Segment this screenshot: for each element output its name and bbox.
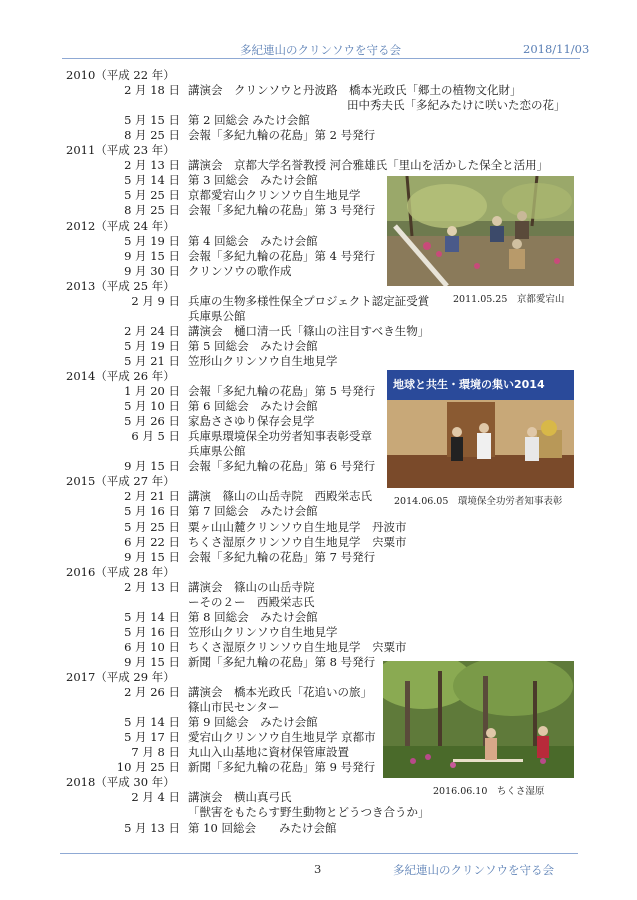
event-date: 5 月 16 日 — [124, 504, 180, 519]
event-date: 5 月 14 日 — [124, 173, 180, 188]
event-text: 講演会 横山真弓氏 — [188, 790, 292, 805]
event-date: 5 月 25 日 — [124, 188, 180, 203]
event-text: 会報「多紀九輪の花島」第 5 号発行 — [188, 384, 376, 399]
event-date: 5 月 19 日 — [124, 338, 180, 353]
event-continuation: 田中秀夫氏「多紀みたけに咲いた恋の花」 — [347, 98, 566, 113]
event-text: 第 9 回総会 みたけ会館 — [188, 715, 318, 730]
event-text: 京都愛宕山クリンソウ自生地見学 — [188, 188, 361, 203]
event-text: ちくさ湿原クリンソウ自生地見学 宍粟市 — [188, 639, 407, 654]
event-date: 2 月 13 日 — [124, 579, 180, 594]
event-date: 2 月 13 日 — [124, 158, 180, 173]
event-date: 5 月 16 日 — [124, 624, 180, 639]
event-text: 会報「多紀九輪の花島」第 7 号発行 — [188, 549, 376, 564]
event-text: 第 5 回総会 みたけ会館 — [188, 338, 318, 353]
year-heading: 2010（平成 22 年） — [66, 68, 175, 82]
event-text: 講演会 篠山の山岳寺院 — [188, 579, 315, 594]
header-date: 2018/11/03 — [523, 42, 590, 56]
event-text: ちくさ湿原クリンソウ自生地見学 宍粟市 — [188, 534, 407, 549]
footer-org-name: 多紀連山のクリンソウを守る会 — [393, 863, 554, 877]
event-text: 丸山入山基地に資材保管庫設置 — [188, 745, 349, 760]
event-text: 第 10 回総会 みたけ会館 — [188, 820, 337, 835]
event-date: 9 月 15 日 — [124, 459, 180, 474]
event-date: 5 月 15 日 — [124, 113, 180, 128]
photo-caption: 2011.05.25 京都愛宕山 — [453, 294, 565, 305]
banner-text: 地球と共生・環境の集い2014 — [393, 378, 545, 391]
event-date: 6 月 5 日 — [131, 429, 180, 444]
event-text: 会報「多紀九輪の花島」第 3 号発行 — [188, 203, 376, 218]
event-text: 家島ささゆり保存会見学 — [188, 414, 315, 429]
event-text: 粟ヶ山山麓クリンソウ自生地見学 丹波市 — [188, 519, 407, 534]
event-date: 5 月 17 日 — [124, 730, 180, 745]
year-heading: 2014（平成 26 年） — [66, 369, 175, 383]
photo-caption: 2014.06.05 環境保全功労者知事表彰 — [394, 496, 563, 507]
event-date: 5 月 19 日 — [124, 233, 180, 248]
event-date: 5 月 25 日 — [124, 519, 180, 534]
year-heading: 2015（平成 27 年） — [66, 474, 175, 489]
event-date: 10 月 25 日 — [116, 760, 180, 775]
event-date: 2 月 21 日 — [124, 489, 180, 504]
event-date: 7 月 8 日 — [131, 745, 180, 760]
event-continuation: 兵庫県公館 — [188, 444, 246, 459]
event-text: 講演会 クリンソウと丹波路 橋本光政氏「郷土の植物文化財」 — [188, 83, 522, 98]
event-continuation: 兵庫県公館 — [188, 308, 246, 323]
event-date: 5 月 26 日 — [124, 414, 180, 429]
event-date: 1 月 20 日 — [124, 384, 180, 399]
event-text: 笠形山クリンソウ自生地見学 — [188, 624, 338, 639]
event-continuation: 篠山市民センター — [188, 700, 280, 715]
year-heading: 2011（平成 23 年） — [66, 143, 175, 158]
event-date: 6 月 10 日 — [124, 639, 180, 654]
event-date: 2 月 26 日 — [124, 685, 180, 700]
event-continuation: ーその２ー 西殿栄志氏 — [188, 594, 315, 609]
event-text: 第 7 回総会 みたけ会館 — [188, 504, 318, 519]
event-date: 5 月 14 日 — [124, 715, 180, 730]
year-heading: 2016（平成 28 年） — [66, 564, 175, 579]
event-date: 9 月 15 日 — [124, 549, 180, 564]
event-date: 5 月 21 日 — [124, 353, 180, 368]
event-text: 第 4 回総会 みたけ会館 — [188, 233, 318, 248]
event-text: 第 2 回総会 みたけ会館 — [188, 113, 310, 128]
award-ceremony-photo — [387, 370, 574, 488]
event-text: 新聞「多紀九輪の花島」第 9 号発行 — [188, 760, 376, 775]
event-date: 2 月 18 日 — [124, 83, 180, 98]
event-date: 9 月 15 日 — [124, 248, 180, 263]
event-date: 5 月 13 日 — [124, 820, 180, 835]
event-date: 2 月 4 日 — [131, 790, 180, 805]
year-heading: 2018（平成 30 年） — [66, 775, 175, 790]
event-text: 会報「多紀九輪の花島」第 4 号発行 — [188, 248, 376, 263]
year-heading: 2012（平成 24 年） — [66, 218, 175, 233]
event-text: 講演会 橋本光政氏「花追いの旅」 — [188, 685, 372, 700]
event-date: 8 月 25 日 — [124, 203, 180, 218]
event-text: 新聞「多紀九輪の花島」第 8 号発行 — [188, 654, 376, 669]
event-text: 第 3 回総会 みたけ会館 — [188, 173, 318, 188]
event-text: 講演 篠山の山岳寺院 西殿栄志氏 — [188, 489, 372, 504]
page-number: 3 — [314, 862, 322, 876]
event-date: 8 月 25 日 — [124, 128, 180, 143]
event-text: 会報「多紀九輪の花島」第 2 号発行 — [188, 128, 376, 143]
year-heading: 2017（平成 29 年） — [66, 670, 175, 684]
event-text: 第 8 回総会 みたけ会館 — [188, 609, 318, 624]
event-text: 愛宕山クリンソウ自生地見学 京都市 — [188, 730, 376, 745]
event-continuation: 「獣害をもたらす野生動物とどうつき合うか」 — [188, 805, 430, 820]
event-date: 2 月 24 日 — [124, 323, 180, 338]
event-text: 講演会 樋口清一氏「篠山の注目すべき生物」 — [188, 323, 430, 338]
event-text: 兵庫県環境保全功労者知事表彰受章 — [188, 429, 372, 444]
header-org-name: 多紀連山のクリンソウを守る会 — [240, 43, 401, 57]
event-text: クリンソウの歌作成 — [188, 263, 292, 278]
forest-hikers-photo — [383, 661, 574, 778]
forest-gathering-photo — [387, 176, 574, 286]
event-text: 笠形山クリンソウ自生地見学 — [188, 353, 338, 368]
event-date: 5 月 10 日 — [124, 399, 180, 414]
event-date: 5 月 14 日 — [124, 609, 180, 624]
event-text: 講演会 京都大学名誉教授 河合雅雄氏「里山を活かした保全と活用」 — [188, 158, 549, 173]
event-date: 9 月 15 日 — [124, 654, 180, 669]
year-heading: 2013（平成 25 年） — [66, 278, 175, 293]
photo-caption: 2016.06.10 ちくさ湿原 — [433, 786, 545, 797]
event-text: 会報「多紀九輪の花島」第 6 号発行 — [188, 459, 376, 474]
event-date: 9 月 30 日 — [124, 263, 180, 278]
event-text: 第 6 回総会 みたけ会館 — [188, 399, 318, 414]
footer-rule — [60, 853, 578, 854]
event-date: 2 月 9 日 — [131, 293, 180, 308]
event-date: 6 月 22 日 — [124, 534, 180, 549]
event-text: 兵庫の生物多様性保全プロジェクト認定証受賞 — [188, 293, 430, 308]
